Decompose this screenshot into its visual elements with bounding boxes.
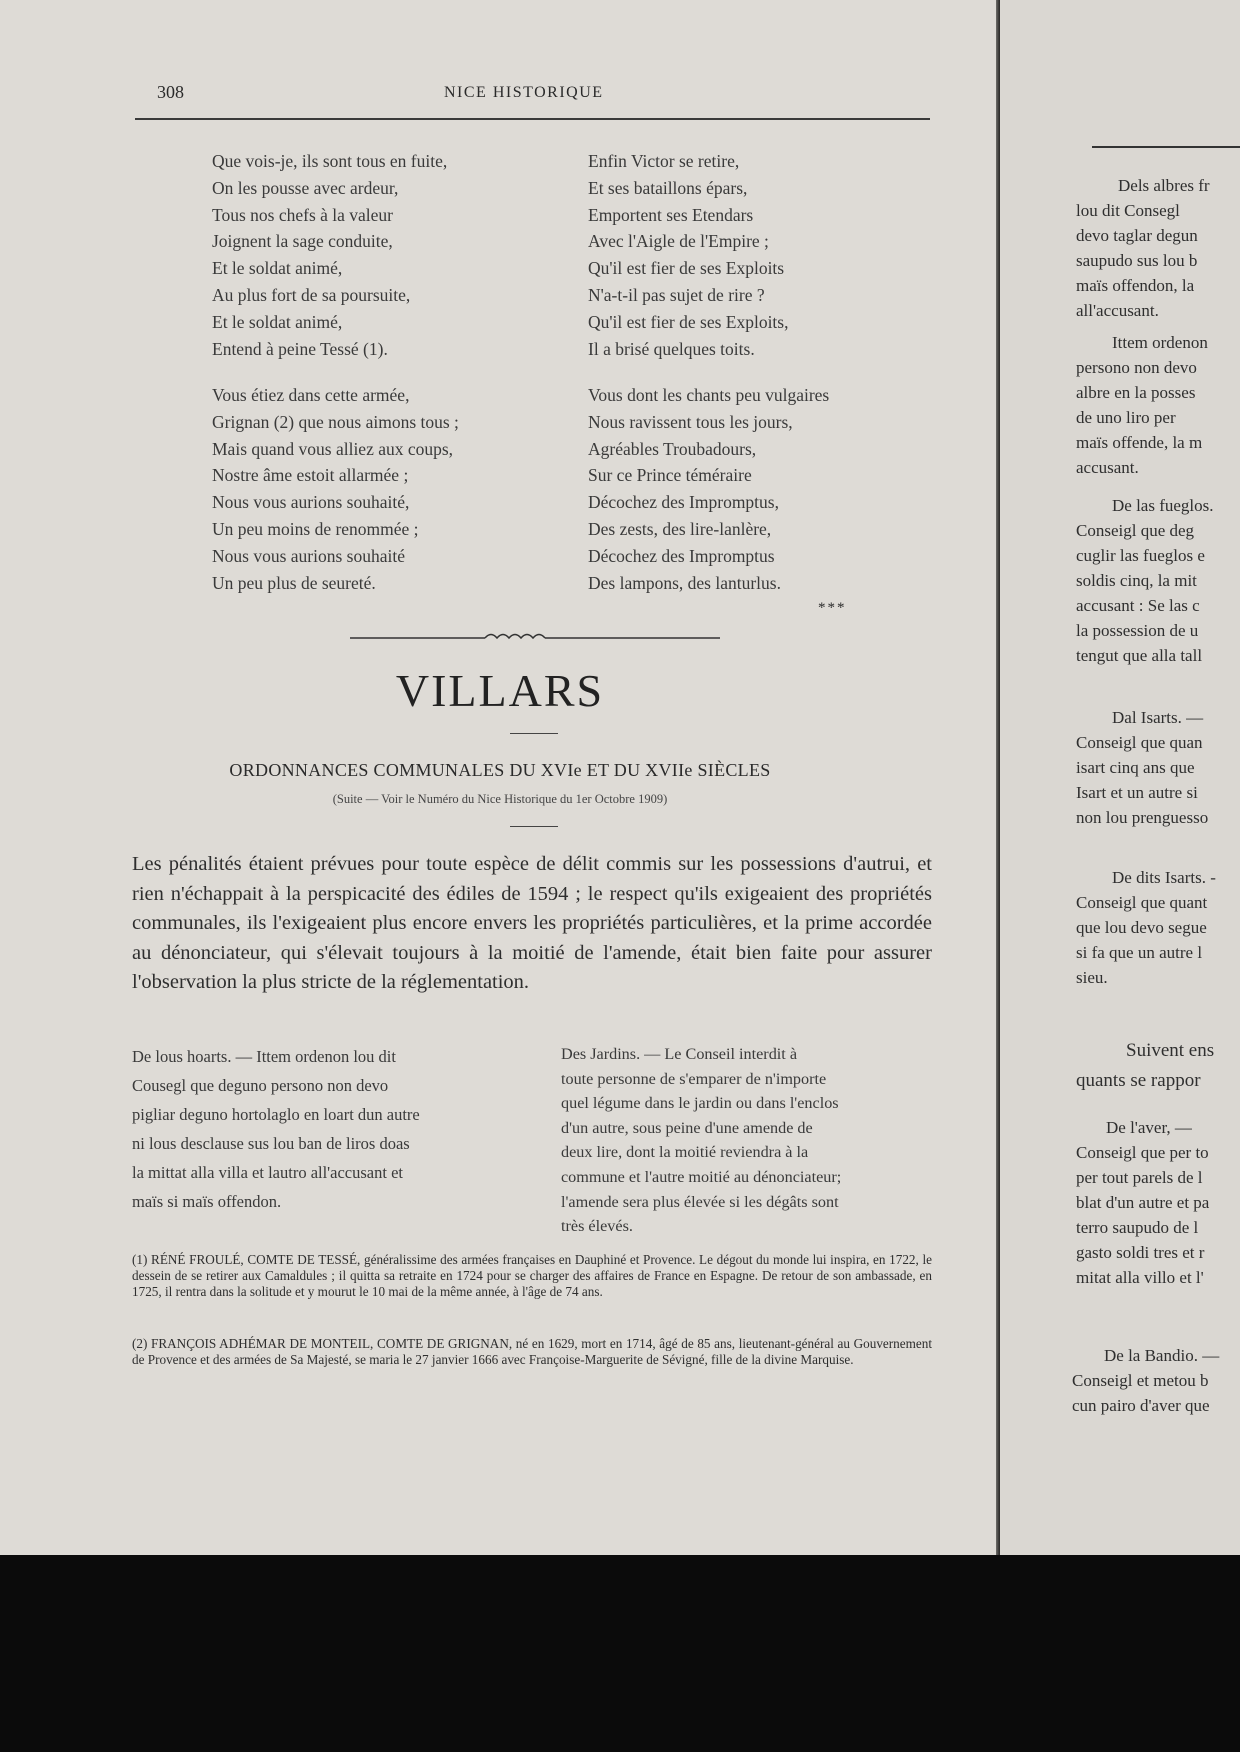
ordinance-line: ni lous desclause sus lou ban de liros doas (132, 1134, 410, 1153)
right-page-fragment (1000, 0, 1240, 1555)
translation-line: d'un autre, sous peine d'une amende de (561, 1118, 813, 1137)
fragment-line: de uno liro per (1076, 408, 1176, 427)
fragment-line: non lou prenguesso (1076, 808, 1209, 827)
verse-stanza-2-left (212, 382, 459, 596)
fragment-line: cuglir las fueglos e (1076, 546, 1205, 565)
verse-line: Emportent ses Etendars (588, 204, 754, 225)
verse-line: Il a brisé quelques toits. (588, 338, 755, 359)
fragment-line: Conseigl que quan (1076, 733, 1203, 752)
fragment-line: Conseigl que per to (1076, 1143, 1209, 1162)
intro-paragraph: Les pénalités étaient prévues pour toute espèce de délit commis sur les possessions d'autrui, et rien n'échappait à la perspicacité des édiles de 1594 ; le respect qu'ils exigeaient des propriétés communales, ils l'exigeaient plus encore envers les propriétés particulières, et la prime accordée au dénonciateur, qui s'élevait toujours à la moitié de l'amende, était bien faite pour assurer l'observation la plus stricte de la réglementation. (132, 853, 932, 993)
fragment-line: terro saupudo de l (1076, 1218, 1199, 1237)
title-rule (510, 733, 558, 734)
verse-line: Décochez des Impromptus (588, 545, 775, 566)
verse-line: Enfin Victor se retire, (588, 151, 740, 171)
fragment-line: albre en la posses (1076, 383, 1196, 402)
verse-line: Nostre âme estoit allarmée ; (212, 465, 409, 486)
verse-line: Au plus fort de sa poursuite, (212, 284, 411, 305)
article-subtitle: ORDONNANCES COMMUNALES DU XVIe ET DU XVIIe SIÈCLES (229, 760, 771, 780)
fragment-line: cun pairo d'aver que (1072, 1396, 1210, 1415)
subtitle-rule (510, 826, 558, 827)
verse-line: Qu'il est fier de ses Exploits, (588, 311, 789, 332)
fragment-line: persono non devo (1076, 358, 1197, 377)
verse-line: Décochez des Impromptus, (588, 492, 779, 513)
verse-line: Sur ce Prince téméraire (588, 465, 752, 486)
verse-line: Un peu plus de seureté. (212, 572, 376, 593)
verse-line: Et ses bataillons épars, (588, 177, 748, 198)
fragment-line: devo taglar degun (1076, 226, 1198, 245)
fragment-line: Dal Isarts. — (1112, 708, 1204, 727)
verse-line: Vous étiez dans cette armée, (212, 385, 410, 405)
fragment-line: Conseigl que quant (1076, 893, 1208, 912)
verse-line: Joignent la sage conduite, (212, 231, 393, 252)
verse-stanza-2-right (588, 382, 829, 596)
fragment-line: maïs offende, la m (1076, 433, 1203, 452)
verse-line: Qu'il est fier de ses Exploits (588, 258, 785, 279)
fragment-line: isart cinq ans que (1076, 758, 1195, 777)
translation-line: Des Jardins. — Le Conseil interdit à (561, 1045, 798, 1063)
translation-line: quel légume dans le jardin ou dans l'enclos (561, 1094, 839, 1113)
fragment-line: De dits Isarts. - (1112, 868, 1216, 887)
fragment-line: De las fueglos. (1112, 496, 1214, 515)
translation-line: très élevés. (561, 1217, 633, 1236)
verse-line: Et le soldat animé, (212, 311, 343, 332)
continuation-note: (Suite — Voir le Numéro du Nice Historique du 1er Octobre 1909) (332, 792, 668, 806)
verse-line: Tous nos chefs à la valeur (212, 204, 394, 225)
fragment-line: Isart et un autre si (1076, 783, 1198, 802)
page-number: 308 (157, 82, 184, 102)
verse-line: Entend à peine Tessé (1). (212, 338, 388, 359)
fragment-line: per tout parels de l (1076, 1168, 1203, 1187)
fragment-line: Suivent ens (1126, 1040, 1215, 1061)
verse-line: Que vois-je, ils sont tous en fuite, (212, 151, 448, 171)
fragment-line: si fa que un autre l (1076, 943, 1203, 962)
footnote-2: (2) FRANÇOIS ADHÉMAR DE MONTEIL, COMTE DE GRIGNAN, né en 1629, mort en 1714, âgé de 85 ans, lieutenant-général au Gouvernement de Provence et des armées de Sa Majesté, se maria le 27 janvier 1666 avec Françoise-Marguerite de Sévigné, fille de la divine Marquise. (132, 1336, 932, 1367)
ordinance-line: pigliar deguno hortolaglo en loart dun autre (132, 1105, 420, 1124)
fragment-line: accusant : Se las c (1076, 596, 1200, 615)
fragment-line: que lou devo segue (1076, 918, 1207, 937)
fragment-line: Dels albres fr (1118, 176, 1210, 195)
wave-ornament (350, 628, 720, 642)
ordinance-translation-column (561, 1042, 841, 1239)
verse-line: Et le soldat animé, (212, 258, 343, 279)
verse-line: Un peu moins de renommée ; (212, 518, 419, 539)
verse-stanza-1-right (588, 148, 788, 362)
fragment-line: De la Bandio. — (1104, 1346, 1220, 1365)
verse-line: Des lampons, des lanturlus. (588, 572, 781, 593)
ordinance-original-column (132, 1042, 420, 1216)
verse-line: Des zests, des lire-lanlère, (588, 518, 772, 539)
fragment-line: saupudo sus lou b (1076, 251, 1198, 270)
footnote-1: (1) RÉNÉ FROULÉ, COMTE DE TESSÉ, généralissime des armées françaises en Dauphiné et Provence. Le dégout du monde lui inspira, en 1722, le dessein de se retirer aux Camaldules ; il quitta sa retraite en 1724 pour se charger des affaires de France en Espagne. De retour de son ambassade, en 1725, il rentra dans la solitude et y mourut le 10 mai de la même année, à l'âge de 74 ans. (132, 1252, 932, 1299)
fragment-line: quants se rappor (1076, 1070, 1201, 1091)
verse-line: N'a-t-il pas sujet de rire ? (588, 284, 765, 305)
verse-line: Nous vous aurions souhaité (212, 545, 405, 566)
fragment-line: Conseigl et metou b (1072, 1371, 1209, 1390)
asterism: *** (818, 600, 847, 616)
fragment-line: la possession de u (1076, 621, 1199, 640)
verse-line: Vous dont les chants peu vulgaires (588, 385, 830, 405)
ordinance-line: la mittat alla villa et lautro all'accusant et (132, 1163, 403, 1182)
fragment-line: blat d'un autre et pa (1076, 1193, 1210, 1212)
verse-line: Agréables Troubadours, (588, 438, 757, 459)
verse-line: Grignan (2) que nous aimons tous ; (212, 411, 459, 432)
verse-line: Mais quand vous alliez aux coups, (212, 438, 454, 459)
translation-line: commune et l'autre moitié au dénonciateur; (561, 1167, 842, 1186)
translation-line: deux lire, dont la moitié reviendra à la (561, 1143, 809, 1162)
header-rule (135, 118, 930, 120)
fragment-line: soldis cinq, la mit (1076, 571, 1197, 590)
verse-line: Nous ravissent tous les jours, (588, 411, 793, 432)
fragment-line: tengut que alla tall (1076, 646, 1203, 665)
fragment-line: all'accusant. (1076, 301, 1159, 320)
verse-stanza-1-left (212, 148, 447, 362)
fragment-line: lou dit Consegl (1076, 201, 1180, 220)
right-header-rule (1092, 146, 1240, 148)
ordinance-line: maïs si maïs offendon. (132, 1192, 282, 1211)
verse-line: Avec l'Aigle de l'Empire ; (588, 231, 769, 252)
translation-line: toute personne de s'emparer de n'importe (561, 1069, 827, 1088)
translation-line: l'amende sera plus élevée si les dégâts sont (561, 1192, 839, 1211)
fragment-line: mitat alla villo et l' (1076, 1268, 1204, 1287)
fragment-line: accusant. (1076, 458, 1139, 477)
fragment-line: maïs offendon, la (1076, 276, 1195, 295)
fragment-line: De l'aver, — (1106, 1118, 1192, 1137)
ordinance-line: De lous hoarts. — Ittem ordenon lou dit (132, 1047, 396, 1066)
ordinance-line: Cousegl que deguno persono non devo (132, 1076, 389, 1095)
fragment-line: Conseigl que deg (1076, 521, 1195, 540)
running-title: NICE HISTORIQUE (444, 84, 604, 101)
verse-line: Nous vous aurions souhaité, (212, 492, 410, 513)
article-title: VILLARS (395, 665, 605, 716)
verse-line: On les pousse avec ardeur, (212, 177, 399, 198)
fragment-line: gasto soldi tres et r (1076, 1243, 1205, 1262)
fragment-line: sieu. (1076, 968, 1108, 987)
fragment-line: Ittem ordenon (1112, 333, 1208, 352)
